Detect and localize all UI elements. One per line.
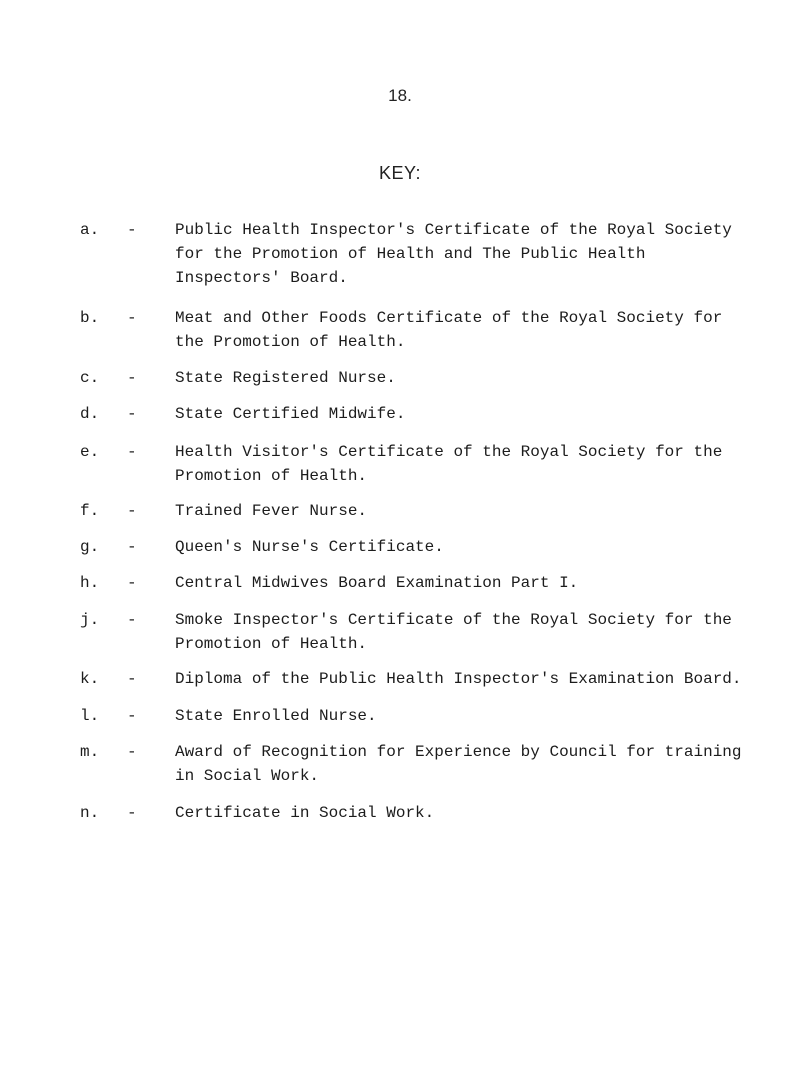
entry-description: State Certified Midwife.	[175, 405, 406, 423]
entry-dash: -	[127, 443, 137, 461]
entry-letter: d.	[80, 405, 100, 423]
entry-dash: -	[127, 405, 137, 423]
entry-letter: n.	[80, 804, 100, 822]
entry-description: State Registered Nurse.	[175, 369, 396, 387]
entry-letter: b.	[80, 309, 100, 327]
entry-description: Public Health Inspector's Certificate of the Royal Society for the Promotion of Health and The Public Health Inspectors' Board.	[175, 221, 732, 287]
entry-dash: -	[127, 743, 137, 761]
entry-description: Meat and Other Foods Certificate of the Royal Society for the Promotion of Health.	[175, 309, 723, 351]
entry-dash: -	[127, 670, 137, 688]
entry-description: Diploma of the Public Health Inspector's Examination Board.	[175, 670, 742, 688]
entry-letter: m.	[80, 743, 100, 761]
entry-description: State Enrolled Nurse.	[175, 707, 377, 725]
entry-letter: f.	[80, 502, 100, 520]
entry-dash: -	[127, 574, 137, 592]
entry-description: Central Midwives Board Examination Part I.	[175, 574, 579, 592]
entry-dash: -	[127, 309, 137, 327]
entry-dash: -	[127, 707, 137, 725]
entry-dash: -	[127, 611, 137, 629]
entry-description: Health Visitor's Certificate of the Royal Society for the Promotion of Health.	[175, 443, 723, 485]
entry-dash: -	[127, 538, 137, 556]
entry-description: Certificate in Social Work.	[175, 804, 435, 822]
entry-dash: -	[127, 804, 137, 822]
entry-letter: c.	[80, 369, 100, 387]
entry-letter: h.	[80, 574, 100, 592]
entry-letter: g.	[80, 538, 100, 556]
entry-description: Award of Recognition for Experience by Council for training in Social Work.	[175, 743, 742, 785]
entry-description: Trained Fever Nurse.	[175, 502, 368, 520]
entry-dash: -	[127, 369, 137, 387]
entry-letter: j.	[80, 611, 100, 629]
entry-letter: e.	[80, 443, 100, 461]
entry-dash: -	[127, 221, 137, 239]
entry-description: Smoke Inspector's Certificate of the Royal Society for the Promotion of Health.	[175, 611, 732, 653]
entry-letter: k.	[80, 670, 100, 688]
entry-letter: a.	[80, 221, 100, 239]
entry-description: Queen's Nurse's Certificate.	[175, 538, 444, 556]
page-number: 18.	[388, 86, 412, 105]
key-heading: KEY:	[378, 163, 422, 183]
entry-letter: l.	[80, 707, 100, 725]
entry-dash: -	[127, 502, 137, 520]
